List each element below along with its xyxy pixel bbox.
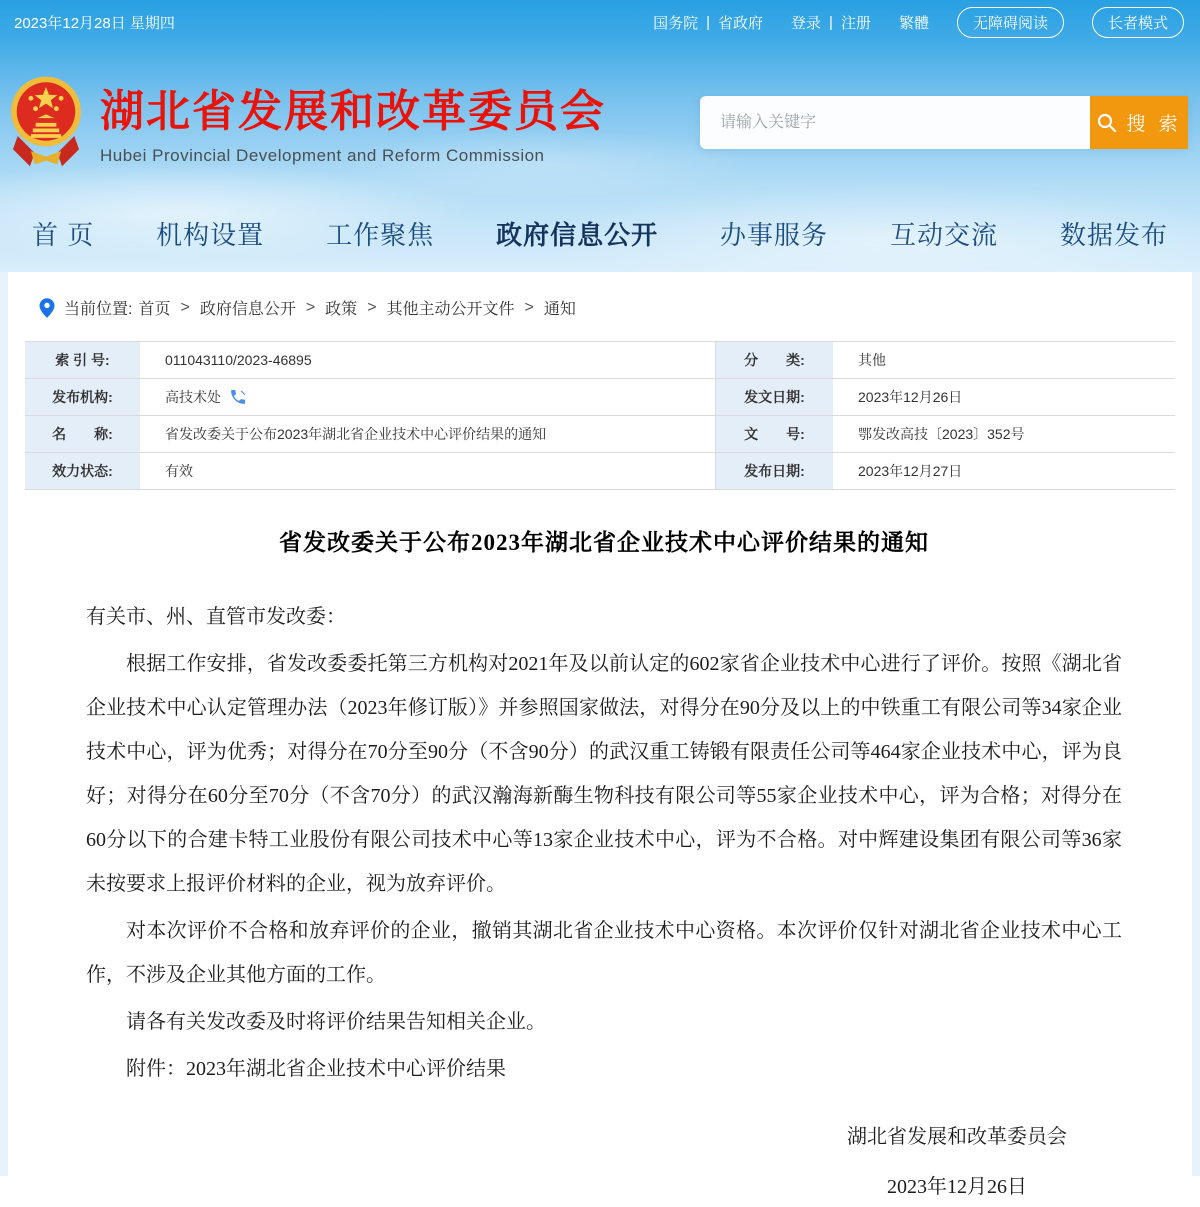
breadcrumb-label: 当前位置: (64, 301, 133, 318)
current-date: 2023年12月28日 星期四 (14, 15, 175, 32)
nav-item-home[interactable]: 首 页 (32, 220, 95, 250)
state-council-link[interactable]: 国务院 (653, 15, 699, 32)
breadcrumb-separator: > (367, 298, 377, 316)
document-meta-table (25, 341, 1175, 490)
header-sky-banner (0, 0, 1200, 272)
site-title: 湖北省发展和改革委员会 (100, 86, 606, 136)
article-title: 省发改委关于公布2023年湖北省企业技术中心评价结果的通知 (279, 530, 929, 555)
meta-label-doc-number: 文 号: (715, 416, 833, 452)
meta-value-doc-number: 鄂发改高技〔2023〕352号 (858, 426, 1025, 442)
meta-label-index-number: 索 引 号: (25, 342, 140, 378)
meta-value-title: 省发改委关于公布2023年湖北省企业技术中心评价结果的通知 (165, 426, 547, 442)
gov-links-group (653, 12, 763, 33)
article-paragraph: 对本次评价不合格和放弃评价的企业，撤销其湖北省企业技术中心资格。本次评价仅针对湖北省企业技术中心工作，不涉及企业其他方面的工作。 (86, 920, 1122, 986)
search-button-label: 搜 索 (1126, 114, 1182, 135)
breadcrumb-other-public-files[interactable]: 其他主动公开文件 (386, 301, 515, 318)
accessibility-button[interactable]: 无障碍阅读 (957, 7, 1064, 38)
nav-item-interaction[interactable]: 互动交流 (889, 220, 998, 250)
elder-mode-button[interactable]: 长者模式 (1092, 7, 1184, 38)
provincial-gov-link[interactable]: 省政府 (718, 15, 764, 32)
breadcrumb-separator: > (305, 298, 316, 316)
table-row (25, 342, 1175, 379)
breadcrumb-policy[interactable]: 政策 (325, 301, 358, 318)
login-link[interactable]: 登录 (791, 15, 822, 32)
meta-label-validity-status: 效力状态: (25, 453, 140, 489)
nav-item-organization[interactable]: 机构设置 (156, 220, 265, 250)
site-banner (0, 45, 1200, 195)
main-nav (0, 195, 1200, 272)
table-row (25, 379, 1175, 416)
article (8, 524, 1192, 1207)
article-body (86, 595, 1122, 1091)
meta-value-validity-status: 有效 (165, 463, 193, 479)
breadcrumb-separator: > (524, 298, 534, 316)
meta-label-title: 名 称: (25, 416, 140, 452)
meta-value-issuing-agency (140, 379, 715, 415)
breadcrumb (8, 272, 1192, 319)
meta-label-category: 分 类: (715, 342, 833, 378)
article-salutation: 有关市、州、直管市发改委： (86, 606, 346, 628)
search-input[interactable] (700, 96, 1090, 149)
phone-icon[interactable] (229, 388, 247, 406)
location-pin-icon (38, 297, 56, 319)
meta-value-publish-date: 2023年12月27日 (858, 463, 963, 479)
signature-block (847, 1117, 1067, 1207)
auth-links-group (791, 12, 871, 33)
breadcrumb-gov-info[interactable]: 政府信息公开 (199, 301, 296, 318)
breadcrumb-home[interactable]: 首页 (138, 301, 171, 318)
site-subtitle-en: Hubei Provincial Development and Reform Commission (100, 145, 545, 165)
table-row (25, 416, 1175, 453)
topbar-links (653, 7, 1184, 38)
site-title-block (100, 75, 606, 166)
nav-item-gov-info-disclosure[interactable]: 政府信息公开 (496, 220, 659, 250)
meta-value-issue-date: 2023年12月26日 (858, 389, 963, 405)
issuing-agency-text: 高技术处 (165, 389, 221, 405)
signature-organization: 湖北省发展和改革委员会 (847, 1126, 1067, 1148)
meta-label-issue-date: 发文日期: (715, 379, 833, 415)
meta-value-category: 其他 (858, 352, 886, 368)
site-search (700, 96, 1188, 149)
search-icon (1096, 112, 1118, 134)
register-link[interactable]: 注册 (840, 15, 871, 32)
top-utility-bar (0, 0, 1200, 45)
divider: | (706, 14, 710, 31)
article-paragraph: 根据工作安排，省发改委委托第三方机构对2021年及以前认定的602家省企业技术中心进行了评价。按照《湖北省企业技术中心认定管理办法（2023年修订版）》并参照国家做法，对得分在90分及以上的中铁重工有限公司等34家企业技术中心，评为优秀；对得分在70分至90分（不含90分）的武汉重工铸锻有限责任公司等464家企业技术中心，评为良好；对得分在60分至70分（不含70分）的武汉瀚海新酶生物科技有限公司等55家企业技术中心，评为合格；对得分在60分以下的合建卡特工业股份有限公司技术中心等13家企业技术中心，评为不合格。对中辉建设集团有限公司等36家未按要求上报评价材料的企业，视为放弃评价。 (86, 653, 1122, 895)
traditional-chinese-link[interactable]: 繁體 (898, 15, 929, 32)
content-card (8, 272, 1192, 1198)
breadcrumb-notice[interactable]: 通知 (543, 301, 576, 318)
search-button[interactable] (1090, 96, 1188, 149)
article-paragraph: 请各有关发改委及时将评价结果告知相关企业。 (126, 1011, 546, 1033)
article-attachment: 附件：2023年湖北省企业技术中心评价结果 (126, 1058, 506, 1080)
meta-value-index-number: 011043110/2023-46895 (165, 352, 312, 368)
meta-label-issuing-agency: 发布机构: (25, 379, 140, 415)
signature-date: 2023年12月26日 (887, 1176, 1027, 1198)
divider: | (829, 14, 833, 31)
nav-item-data-release[interactable]: 数据发布 (1059, 220, 1168, 250)
nav-item-services[interactable]: 办事服务 (720, 220, 829, 250)
meta-label-publish-date: 发布日期: (715, 453, 833, 489)
nav-item-work-focus[interactable]: 工作聚焦 (326, 220, 435, 250)
national-emblem-logo (8, 70, 84, 170)
breadcrumb-separator: > (180, 298, 190, 316)
table-row (25, 453, 1175, 490)
